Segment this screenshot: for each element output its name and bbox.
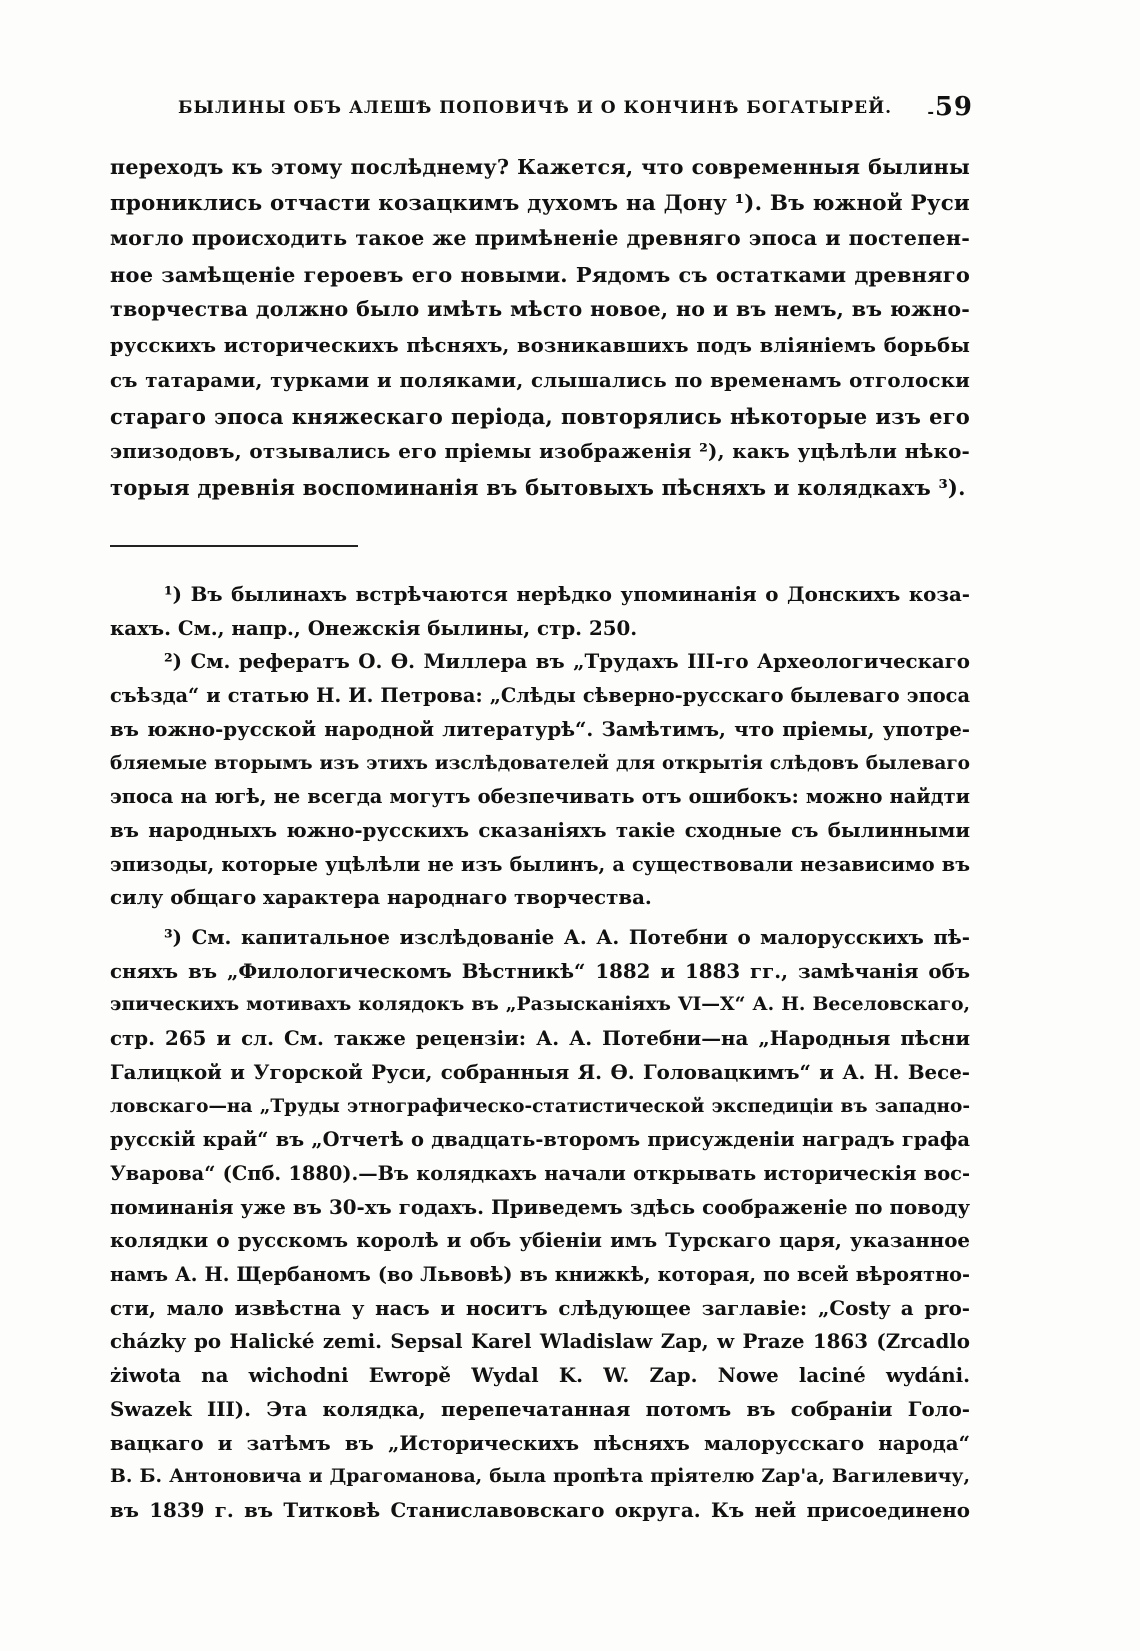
main-paragraph — [110, 150, 970, 505]
footnote-line: кахъ. См., напр., Онежскія былины, стр. 250. — [110, 615, 638, 640]
footnote-line: В. Б. Антоновича и Драгоманова, была пропѣта пріятелю Zap'а, Вагилевичу, — [110, 1465, 970, 1488]
footnote-line: въ южно-русской народной литературѣ“. Замѣтимъ, что пріемы, употре- — [110, 716, 970, 741]
footnote-line: русскій край“ въ „Отчетѣ о двадцать-второмъ присужденіи наградъ графа — [110, 1128, 970, 1152]
body-line: русскихъ историческихъ пѣсняхъ, возникавшихъ подъ вліяніемъ борьбы — [110, 333, 970, 357]
footnote-line: ³) См. капитальное изслѣдованіе А. А. Потебни о малорусскихъ пѣ- — [164, 925, 970, 950]
footnote-line: въ 1839 г. въ Титковѣ Станиславовскаго округа. Къ ней присоединено — [110, 1497, 970, 1522]
footnote-line: Swazek III). Эта колядка, перепечатанная потомъ въ собраніи Голо- — [110, 1396, 970, 1421]
footnote-line: ¹) Въ былинахъ встрѣчаются нерѣдко упоминанія о Донскихъ коза- — [164, 582, 970, 606]
footnote-line: cházky po Halické zemi. Sepsal Karel Wladislaw Zap, w Praze 1863 (Zrcadlo — [110, 1329, 970, 1354]
footnote-line: эпоса на югѣ, не всегда могутъ обезпечивать отъ ошибокъ: можно найдти — [110, 785, 970, 809]
footnote-line: стр. 265 и сл. См. также рецензіи: А. А. Потебни—на „Народныя пѣсни — [110, 1026, 970, 1051]
footnote-line: ловскаго—на „Труды этнографическо-статистической экспедиціи въ западно- — [110, 1095, 970, 1117]
footnote-line: силу общаго характера народнаго творчества. — [110, 885, 652, 910]
body-line: торыя древнія воспоминанія въ бытовыхъ пѣсняхъ и колядкахъ ³). — [110, 474, 966, 500]
footnote-line: Галицкой и Угорской Руси, собранныя Я. Ѳ. Головацкимъ“ и А. Н. Весе- — [110, 1059, 970, 1084]
footnote-line: намъ А. Н. Щербаномъ (во Львовѣ) въ книжкѣ, которая, по всей вѣроятно- — [110, 1263, 970, 1287]
body-line: прониклись отчасти козацкимъ духомъ на Дону ¹). Въ южной Руси — [110, 190, 970, 216]
footnote-line: въ народныхъ южно-русскихъ сказаніяхъ такіе сходные съ былинными — [110, 817, 970, 842]
footnote-line: съѣзда“ и статью Н. И. Петрова: „Слѣды сѣверно-русскаго былеваго эпоса — [110, 684, 970, 708]
footnote-line: żiwota na wichodni Ewropě Wydal K. W. Zap. Nowe laciné wydáni. — [110, 1363, 970, 1388]
body-line: могло происходить такое же примѣненіе древняго эпоса и постепен- — [110, 226, 970, 250]
footnote-line: поминанія уже въ 30-хъ годахъ. Приведемъ здѣсь соображеніе по поводу — [110, 1194, 970, 1219]
footnote-line: колядки о русскомъ королѣ и объ убіеніи имъ Турскаго царя, указанное — [110, 1228, 970, 1253]
body-line: стараго эпоса княжескаго періода, повторялись нѣкоторые изъ его — [110, 403, 970, 429]
footnote-line: Уварова“ (Спб. 1880).—Въ колядкахъ начали открывать историческія вос- — [110, 1161, 970, 1185]
footnote-line: ²) См. рефератъ О. Ѳ. Миллера въ „Трудахъ III-го Археологическаго — [164, 649, 970, 674]
footnote-line: эпическихъ мотивахъ колядокъ въ „Разысканіяхъ VI—X“ А. Н. Веселовскаго, — [110, 993, 970, 1016]
footnote-1 — [110, 578, 970, 645]
footnote-line: сти, мало извѣстна у насъ и носитъ слѣдующее заглавіе: „Costy a pro- — [110, 1295, 970, 1320]
footnote-3 — [110, 921, 970, 1528]
footnote-line: бляемые вторымъ изъ этихъ изслѣдователей для открытія слѣдовъ былеваго — [110, 752, 970, 774]
footnotes — [110, 578, 970, 1528]
body-line: эпизодовъ, отзывались его пріемы изображенія ²), какъ уцѣлѣли нѣко- — [110, 439, 970, 463]
body-line: ное замѣщеніе героевъ его новыми. Рядомъ съ остатками древняго — [110, 261, 970, 287]
page-number: 59 — [934, 92, 973, 122]
footnote-line: вацкаго и затѣмъ въ „Историческихъ пѣсняхъ малорусскаго народа“ — [110, 1430, 970, 1455]
footnote-line: сняхъ въ „Филологическомъ Вѣстникѣ“ 1882 и 1883 гг., замѣчанія объ — [110, 958, 970, 983]
footnote-2 — [110, 645, 970, 915]
header-mark: - — [927, 102, 935, 121]
footnote-line: эпизоды, которые уцѣлѣли не изъ былинъ, а существовали независимо въ — [110, 852, 970, 876]
footnote-separator — [110, 545, 358, 547]
body-line: переходъ къ этому послѣднему? Кажется, что современныя былины — [110, 155, 970, 179]
body-line: творчества должно было имѣть мѣсто новое, но и въ немъ, въ южно- — [110, 297, 970, 321]
body-line: съ татарами, турками и поляками, слышались по временамъ отголоски — [110, 368, 970, 392]
running-title: БЫЛИНЫ ОБЪ АЛЕШѢ ПОПОВИЧѢ И О КОНЧИНѢ БОГАТЫРЕЙ. — [178, 98, 893, 118]
